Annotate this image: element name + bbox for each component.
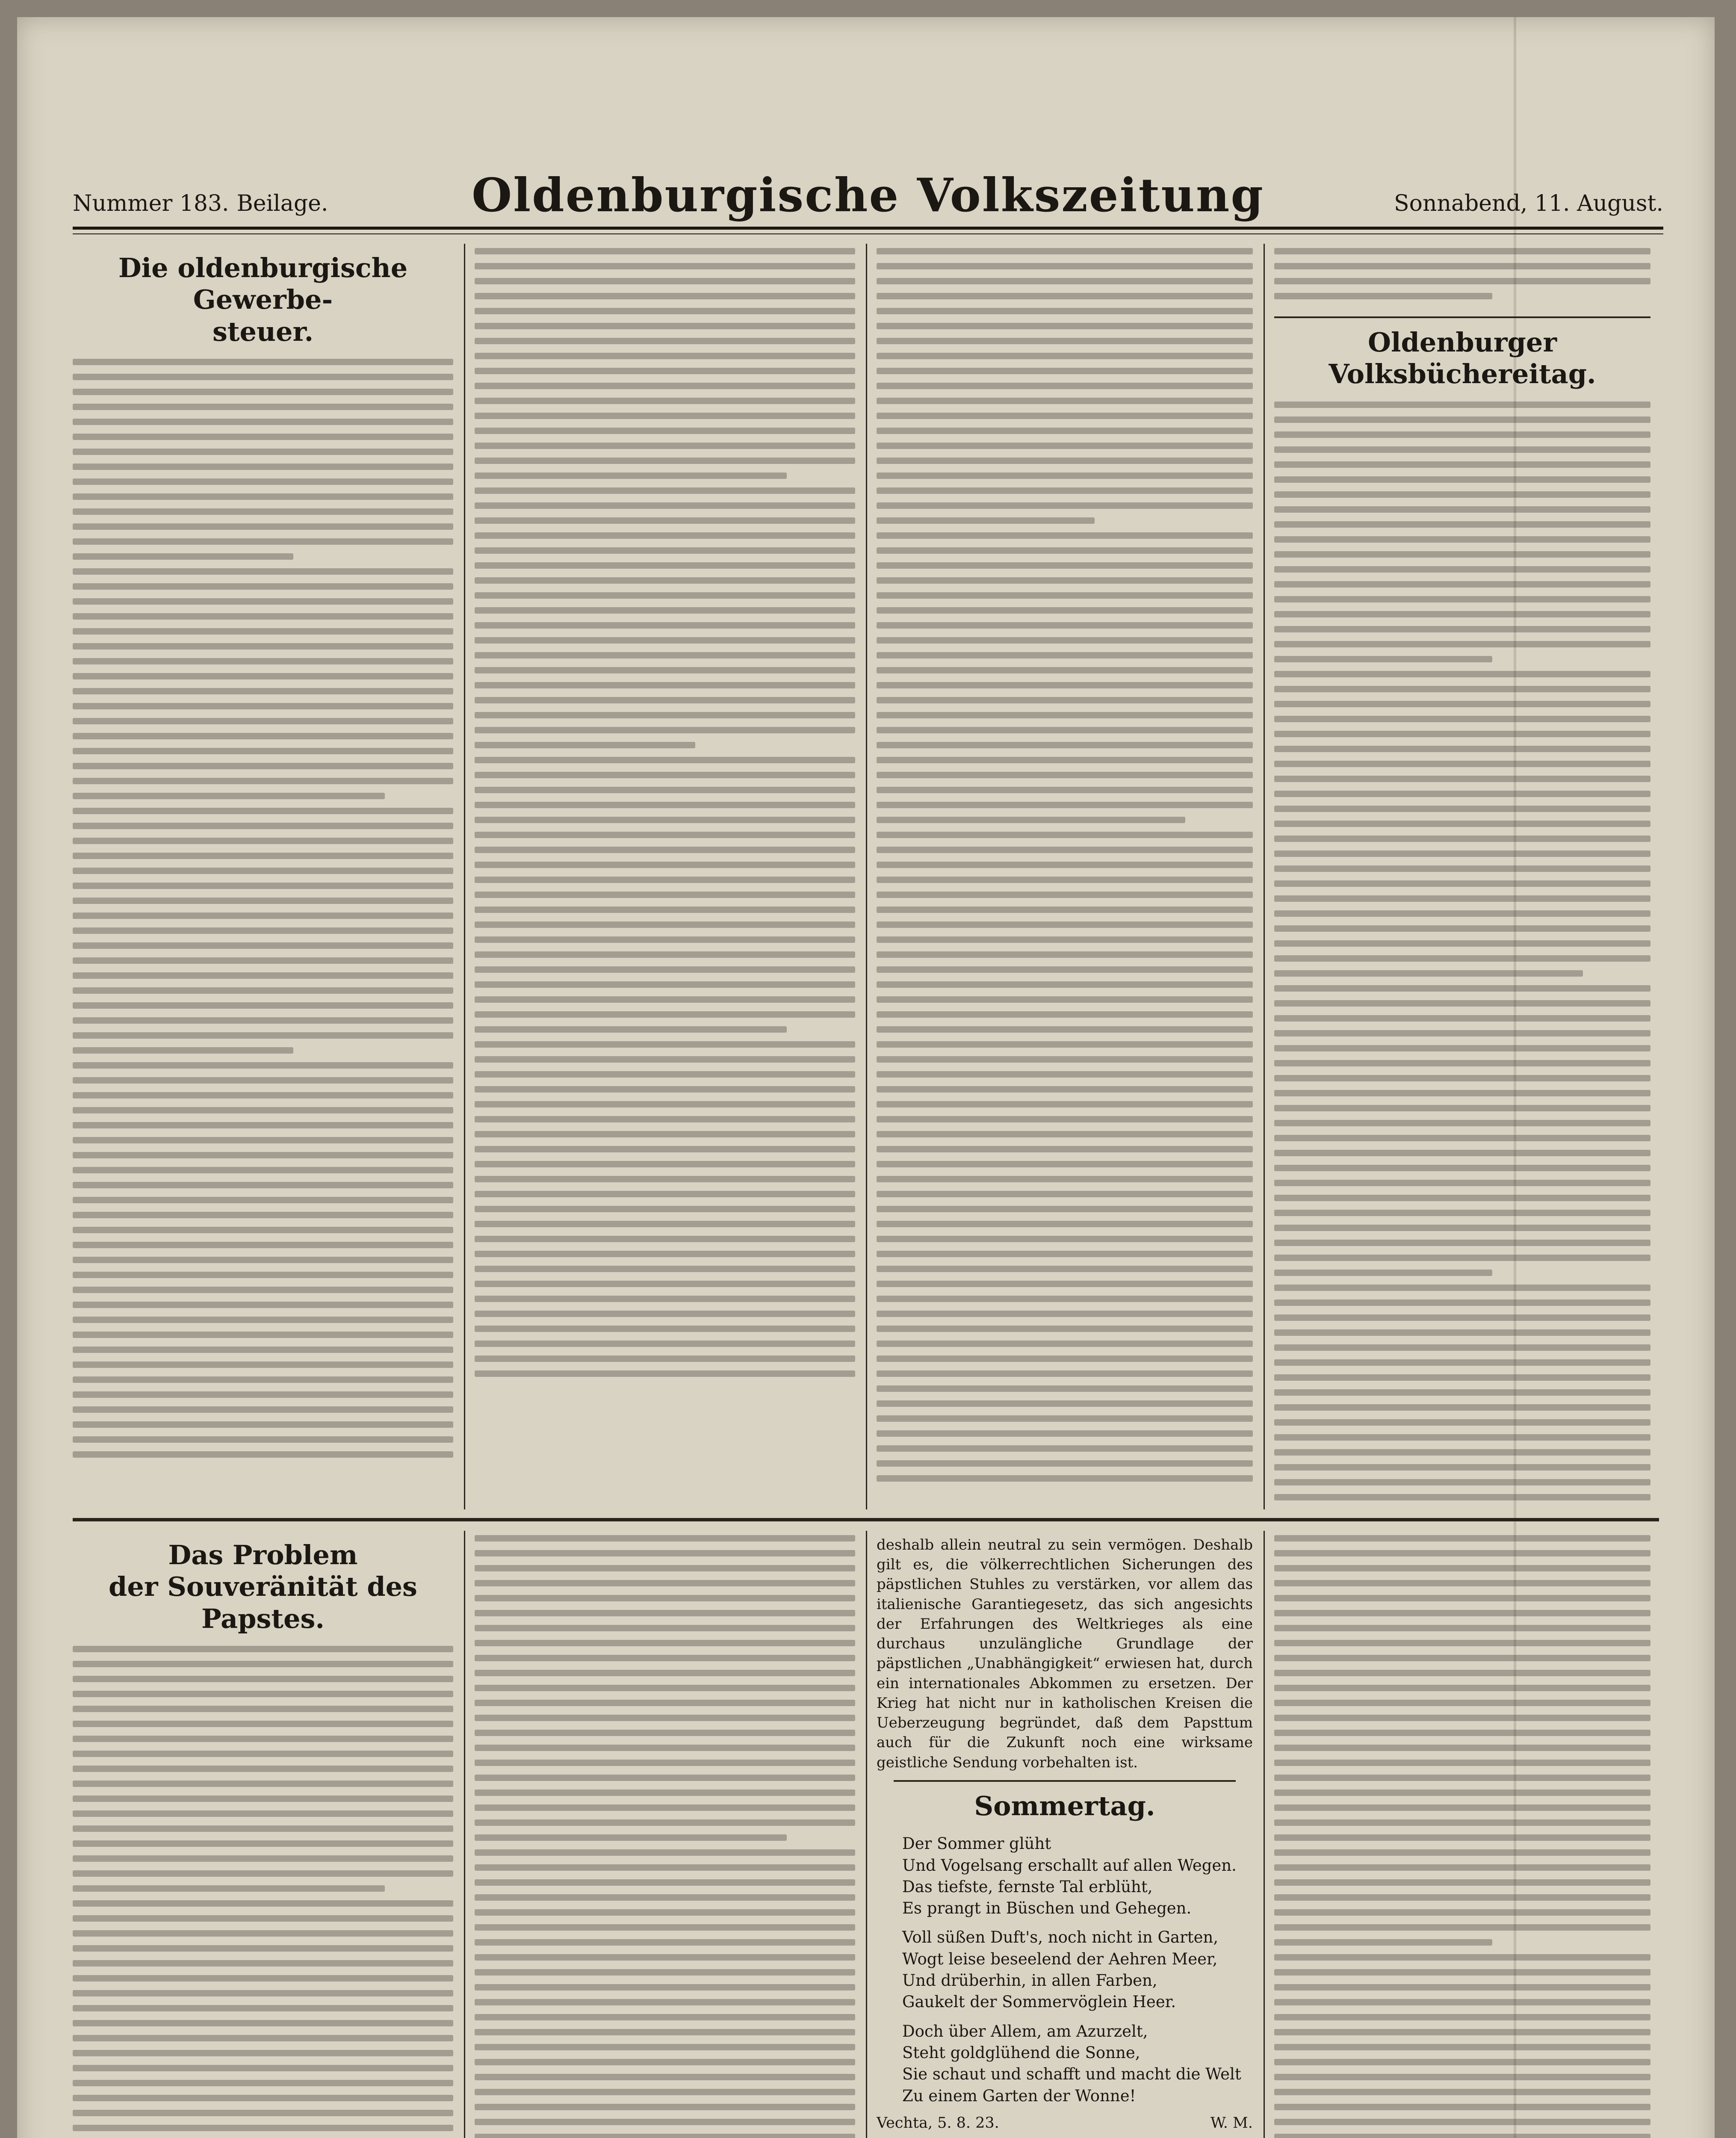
article-headline: Oldenburger Volksbüchereitag. bbox=[1329, 327, 1596, 390]
article-papst-continued bbox=[475, 1535, 855, 2138]
column-separator bbox=[464, 244, 465, 1509]
article-divider bbox=[894, 1780, 1236, 1782]
masthead bbox=[73, 158, 1663, 222]
headline-line: steuer. bbox=[212, 316, 314, 347]
poem-line: Steht goldglühend die Sonne, bbox=[902, 2044, 1140, 2062]
issue-number-label: Nummer 183. bbox=[73, 191, 229, 216]
article-papst-end-text: deshalb allein neutral zu sein vermögen. Deshalb gilt es, die völkerrechtlichen Sicherungen des päpstlichen Stuhles zu verstärken, vor allem das italienische Garantiegesetz, das sich angesichts der Erfahrungen des Weltkrieges als eine durchaus unzulängliche Grundlage der päpstlichen „Unabhängigkeit“ erwiesen hat, durch ein internationales Abkommen zu ersetzen. Der Krieg hat nicht nur in katholischen Kreisen die Ueberzeugung begründet, daß dem Papsttum auch für die Zukunft noch eine wirksame geistliche Sendung vorbehalten ist. bbox=[877, 1536, 1253, 1771]
poem-line: Doch über Allem, am Azurzelt, bbox=[902, 2022, 1148, 2041]
column-separator bbox=[866, 1531, 867, 2138]
column-separator bbox=[1264, 244, 1265, 1509]
poem-line: Und Vogelsang erschallt auf allen Wegen. bbox=[902, 1856, 1237, 1875]
headline-line: Das Problem bbox=[168, 1539, 358, 1571]
newspaper-title: Oldenburgische Volkszeitung bbox=[472, 168, 1264, 222]
poem-signature bbox=[877, 2114, 1253, 2132]
article-divider bbox=[1274, 316, 1650, 318]
supplement-label: Beilage. bbox=[236, 191, 328, 216]
article-headline bbox=[73, 1539, 453, 1635]
poem-stanza bbox=[902, 2021, 1253, 2107]
article-text-placeholder bbox=[877, 248, 1253, 1482]
issue-date: Sonnabend, 11. August. bbox=[1394, 191, 1663, 216]
article-text-placeholder bbox=[73, 1646, 453, 2138]
article-gewerbesteuer-continued bbox=[475, 248, 855, 1505]
headline-line: der Souveränität des Papstes. bbox=[109, 1571, 417, 1634]
masthead-rule-thin bbox=[73, 233, 1663, 234]
column-separator bbox=[1264, 1531, 1265, 2138]
headline-line: Die oldenburgische Gewerbe- bbox=[118, 252, 408, 316]
article-text-placeholder bbox=[1274, 1535, 1650, 2138]
article-gewerbesteuer bbox=[73, 248, 453, 1505]
poem-line: Es prangt in Büschen und Gehegen. bbox=[902, 1899, 1192, 1918]
article-papst bbox=[73, 1535, 453, 2138]
newspaper-page bbox=[17, 17, 1715, 2138]
poem-line: Wogt leise beseelend der Aehren Meer, bbox=[902, 1949, 1218, 1968]
poem bbox=[877, 1833, 1253, 2107]
poem-line: Und drüberhin, in allen Farben, bbox=[902, 1971, 1157, 1990]
poem-place-date: Vechta, 5. 8. 23. bbox=[877, 2114, 999, 2132]
column-separator bbox=[464, 1531, 465, 2138]
poem-line: Der Sommer glüht bbox=[902, 1834, 1051, 1853]
poem-line: Sie schaut und schafft und macht die Welt bbox=[902, 2065, 1241, 2084]
article-volksbuechereitag bbox=[1274, 248, 1650, 1505]
column-separator bbox=[866, 244, 867, 1509]
article-gewerbesteuer-end bbox=[877, 248, 1253, 1505]
poem-title: Sommertag. bbox=[974, 1790, 1155, 1822]
article-vermischtes-continued bbox=[1274, 1535, 1650, 2138]
section-divider bbox=[73, 1518, 1659, 1521]
article-text-placeholder bbox=[73, 359, 453, 1458]
poem-line: Zu einem Garten der Wonne! bbox=[902, 2086, 1136, 2105]
article-text-placeholder bbox=[1274, 402, 1650, 1505]
poem-initials: W. M. bbox=[1210, 2114, 1253, 2132]
article-text-placeholder bbox=[475, 248, 855, 1377]
article-headline bbox=[73, 252, 453, 348]
poem-stanza bbox=[902, 1927, 1253, 2013]
masthead-rule-thick bbox=[73, 227, 1663, 230]
article-text-placeholder bbox=[475, 1535, 855, 2138]
article-text-placeholder bbox=[1274, 248, 1650, 299]
poem-line: Voll süßen Duft's, noch nicht in Garten, bbox=[902, 1928, 1219, 1947]
poem-line: Das tiefste, fernste Tal erblüht, bbox=[902, 1877, 1153, 1896]
poem-stanza bbox=[902, 1833, 1253, 1919]
column-sommertag-vermischtes bbox=[877, 1535, 1253, 2138]
poem-line: Gaukelt der Sommervöglein Heer. bbox=[902, 1993, 1176, 2011]
